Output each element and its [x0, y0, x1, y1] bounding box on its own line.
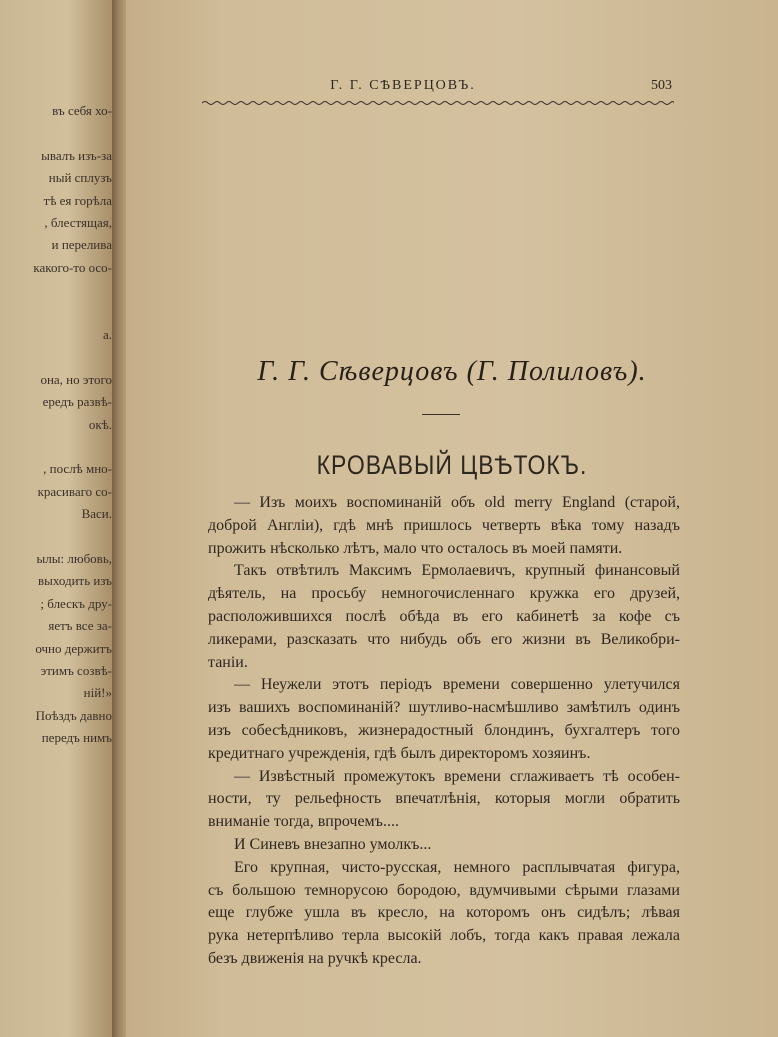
text-line: — Извѣстный промежутокъ времени сглаживаетъ тѣ особен- — [234, 767, 680, 785]
left-page-line: и перелива — [51, 237, 112, 253]
page-number: 503 — [651, 78, 672, 93]
story-body — [208, 492, 680, 971]
running-head-title: Г. Г. СѢВЕРЦОВЪ. — [330, 78, 476, 93]
left-page-line: ывалъ изъ-за — [41, 147, 112, 163]
left-page-line: Поѣздъ давно — [35, 707, 112, 723]
text-line: таніи. — [208, 653, 248, 671]
text-line: дѣятель, на просьбу немногочисленнаго кружка его друзей, — [208, 585, 680, 603]
left-page-line: ылы: любовь, — [36, 551, 112, 566]
text-line: Такъ отвѣтилъ Максимъ Ермолаевичъ, крупный финансовый — [234, 562, 680, 580]
left-page-line: , блестящая, — [44, 215, 112, 230]
left-page-line: Васи. — [81, 506, 112, 522]
text-line: рука нетерпѣливо терла высокій лобъ, тогда какъ правая лежала — [208, 927, 680, 945]
left-page-line: ный сплузъ — [48, 170, 112, 186]
left-page-line: а. — [102, 327, 112, 342]
text-line: еще глубже ушла въ кресло, на которомъ онъ сидѣлъ; лѣвая — [208, 904, 680, 922]
book-gutter — [112, 0, 126, 1037]
section-divider — [422, 414, 460, 415]
left-page-fragment — [0, 0, 112, 1037]
text-line: — Изъ моихъ воспоминаній объ old merry England (старой, — [234, 494, 680, 511]
left-page-line: ; блескъ дру- — [40, 595, 112, 611]
text-line: съ большою темнорусою бородою, вдумчивыми сѣрыми глазами — [208, 881, 680, 899]
left-page-line: яетъ все за- — [48, 618, 112, 634]
text-line: ликерами, разсказать что нибудь объ его жизни въ Великобри- — [208, 630, 680, 648]
text-line: доброй Англіи), гдѣ мнѣ пришлось четверть вѣка тому назадъ — [208, 516, 680, 534]
left-page-line: ередъ развѣ- — [42, 394, 112, 410]
left-page-line: въ себя хо- — [52, 103, 112, 118]
text-line: ности, ту рельефность впечатлѣнія, которыя могли обратить — [208, 790, 680, 808]
text-line: изъ вашихъ воспоминаній? шутливо-насмѣшливо замѣтилъ одинъ — [208, 699, 680, 717]
left-page-line: тѣ ея горѣла — [43, 192, 112, 208]
left-page-line: окѣ. — [88, 416, 112, 432]
text-line: безъ движенія на ручкѣ кресла. — [208, 949, 422, 967]
text-line: — Неужели этотъ періодъ времени совершенно улетучился — [234, 676, 680, 694]
left-page-line: этимъ созвѣ- — [40, 663, 112, 678]
text-line: И Синевъ внезапно умолкъ... — [234, 835, 432, 853]
text-line: кредитнаго учрежденія, гдѣ былъ директоромъ хозяинъ. — [208, 744, 591, 762]
author-heading: Г. Г. Сѣверцовъ (Г. Полиловъ). — [257, 356, 647, 387]
text-line: прожить нѣсколько лѣтъ, мало что осталось въ моей памяти. — [208, 539, 623, 557]
text-line: вниманіе тогда, впрочемъ.... — [208, 813, 399, 831]
left-page-line: какого-то осо- — [33, 259, 112, 275]
left-page-line: выходить изъ — [37, 573, 112, 589]
left-page-line: передъ нимъ — [41, 730, 112, 746]
running-head-rule — [202, 100, 674, 106]
left-page-line: красиваго со- — [37, 483, 112, 499]
right-page — [126, 0, 778, 1037]
text-line: расположившихся послѣ обѣда въ его кабинетѣ за кофе съ — [208, 607, 680, 625]
text-line: изъ собесѣдниковъ, жизнерадостный блондинъ, бухгалтеръ того — [208, 721, 680, 739]
story-title: КРОВАВЫЙ ЦВѢТОКЪ. — [316, 449, 588, 480]
left-page-line: она, но этого — [40, 371, 112, 387]
left-page-line: , послѣ мно- — [43, 461, 112, 477]
text-line: Его крупная, чисто-русская, немного расплывчатая фигура, — [234, 858, 680, 876]
left-page-line: очно держитъ — [35, 640, 112, 656]
running-head — [204, 76, 674, 98]
left-page-line: ній!» — [83, 685, 112, 701]
